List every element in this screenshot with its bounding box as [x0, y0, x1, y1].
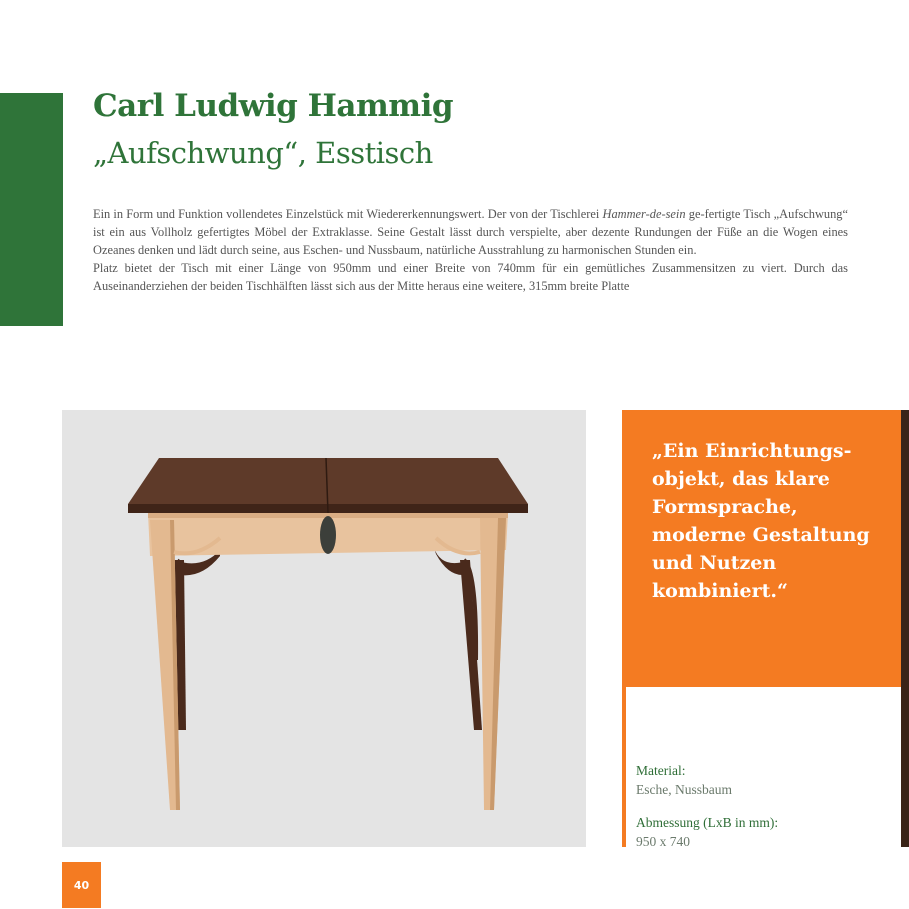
side-accent-bar: [0, 93, 63, 326]
body-paragraph-1-end: ge-fertigte Tisch „Aufschwung“ ist ein aus Vollholz gefertigtes Möbel der Extraklasse. Seine Gestalt lässt durch verspielte, aber dezente Rundungen der Füße an die Wogen eines Ozeanes denken und lädt durch seine, aus Eschen- und Nussbaum, natürliche Ausstrahlung zu harmonischen Stunden ein.: [93, 207, 848, 257]
page-title: Carl Ludwig Hammig: [93, 88, 454, 124]
company-name: Hammer-de-sein: [602, 207, 686, 221]
spec-dimensions: [636, 813, 778, 851]
page-number: 40: [62, 862, 101, 908]
table-photo: [62, 410, 586, 847]
adjacent-photo-edge: [901, 410, 909, 847]
body-paragraph-1-start: Ein in Form und Funktion vollendetes Einzelstück mit Wiedererkennungswert. Der von der Tischlerei: [93, 207, 603, 221]
quote-box: [622, 410, 901, 687]
spec-dimensions-value: 950 x 740: [636, 834, 690, 849]
spec-material-label: Material:: [636, 763, 686, 778]
spec-dimensions-label: Abmessung (LxB in mm):: [636, 815, 779, 830]
body-text: [93, 205, 848, 332]
quote-box-border: [622, 687, 626, 847]
dining-table-illustration: [62, 410, 586, 847]
body-paragraph-2: Platz bietet der Tisch mit einer Länge von 950mm und einer Breite von 740mm für ein gemütliches Zusammensitzen zu viert. Durch das Auseinanderziehen der beiden Tischhälften lässt sich aus der Mitte heraus eine weitere, 315mm breite Platte: [93, 261, 848, 293]
page-subtitle: „Aufschwung“, Esstisch: [93, 136, 433, 170]
spec-material-value: Esche, Nussbaum: [636, 782, 732, 797]
body-paragraph-1: [93, 205, 848, 259]
quote-text: „Ein Einrichtungs-objekt, das klare Formsprache, moderne Gestaltung und Nutzen kombiniert.“: [652, 440, 870, 602]
spec-material: [636, 761, 732, 799]
